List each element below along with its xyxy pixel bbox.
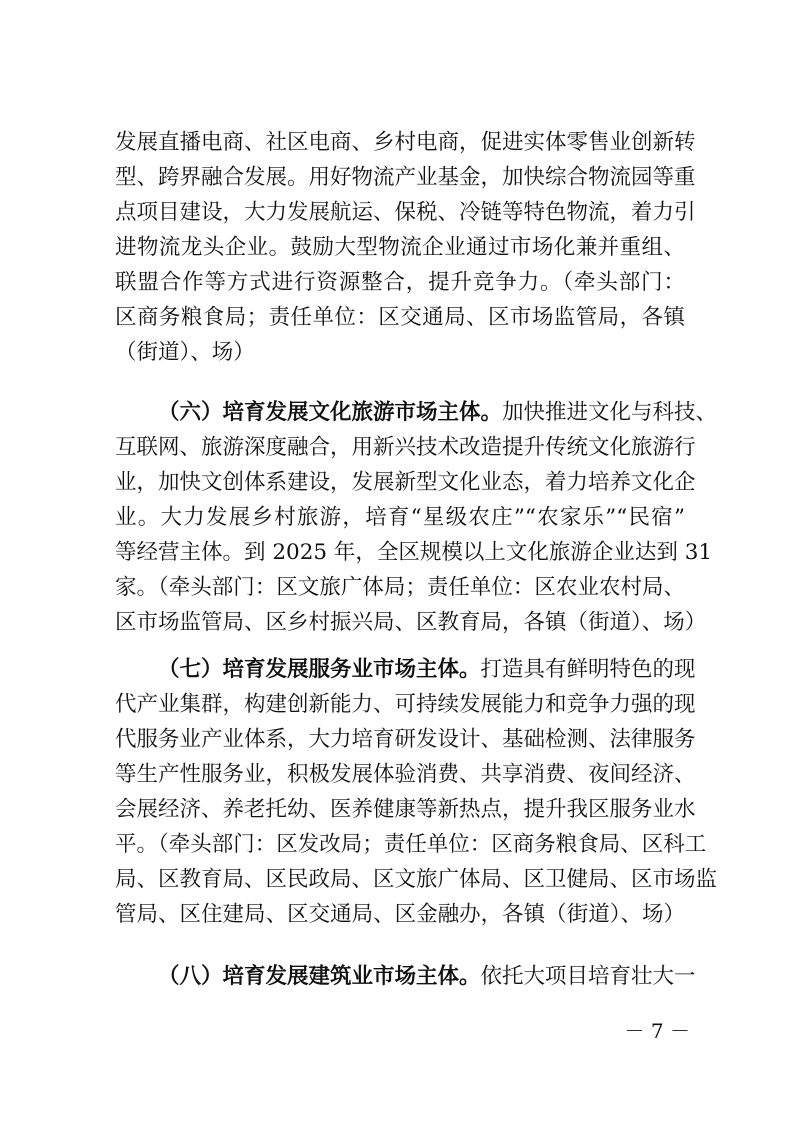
section-6-heading: （六）培育发展文化旅游市场主体。: [158, 400, 503, 425]
text-line: 型、跨界融合发展。用好物流产业基金，加快综合物流园等重: [115, 165, 696, 190]
section-7-text: 打造具有鲜明特色的现: [480, 657, 696, 682]
text-line: 等生产性服务业，积极发展体验消费、共享消费、夜间经济、: [115, 762, 696, 787]
section-7-first-line: [158, 655, 696, 685]
section-8-text: 依托大项目培育壮大一: [480, 964, 696, 989]
text-line: 区商务粮食局；责任单位：区交通局、区市场监管局，各镇: [115, 305, 685, 330]
section-7-heading: （七）培育发展服务业市场主体。: [158, 657, 481, 682]
text-line: 发展直播电商、社区电商、乡村电商，促进实体零售业创新转: [115, 130, 696, 155]
text-line: 互联网、旅游深度融合，用新兴技术改造提升传统文化旅游行: [115, 435, 696, 460]
text-line: 家。（牵头部门：区文旅广体局；责任单位：区农业农村局、: [115, 575, 685, 600]
text-line: 会展经济、养老托幼、医养健康等新热点，提升我区服务业水: [115, 797, 696, 822]
section-6-text: 加快推进文化与科技、: [502, 400, 718, 425]
text-line: 平。（牵头部门：区发改局；责任单位：区商务粮食局、区科工: [115, 832, 707, 857]
text-line: 进物流龙头企业。鼓励大型物流企业通过市场化兼并重组、: [115, 235, 685, 260]
section-6-first-line: [158, 398, 718, 428]
text-line: 业。大力发展乡村旅游，培育“星级农庄”“农家乐”“民宿”: [115, 505, 685, 530]
page-number: － 7 －: [624, 1019, 690, 1043]
text-line: 代服务业产业体系，大力培育研发设计、基础检测、法律服务: [115, 727, 696, 752]
section-8-first-line: [158, 962, 696, 992]
section-8-heading: （八）培育发展建筑业市场主体。: [158, 964, 481, 989]
text-line: 联盟合作等方式进行资源整合，提升竞争力。（牵头部门：: [115, 270, 685, 295]
text-line: 等经营主体。到 2025 年，全区规模以上文化旅游企业达到 31: [115, 540, 713, 565]
text-line: 代产业集群，构建创新能力、可持续发展能力和竞争力强的现: [115, 692, 696, 717]
text-line: 区市场监管局、区乡村振兴局、区教育局，各镇（街道）、场）: [115, 610, 707, 635]
text-line: 业，加快文创体系建设，发展新型文化业态，着力培养文化企: [115, 470, 696, 495]
text-line: 点项目建设，大力发展航运、保税、冷链等特色物流，着力引: [115, 200, 696, 225]
text-line: 管局、区住建局、区交通局、区金融办，各镇（街道）、场）: [115, 902, 685, 927]
text-line: 局、区教育局、区民政局、区文旅广体局、区卫健局、区市场监: [115, 867, 718, 892]
text-line: （街道）、场）: [115, 340, 255, 365]
